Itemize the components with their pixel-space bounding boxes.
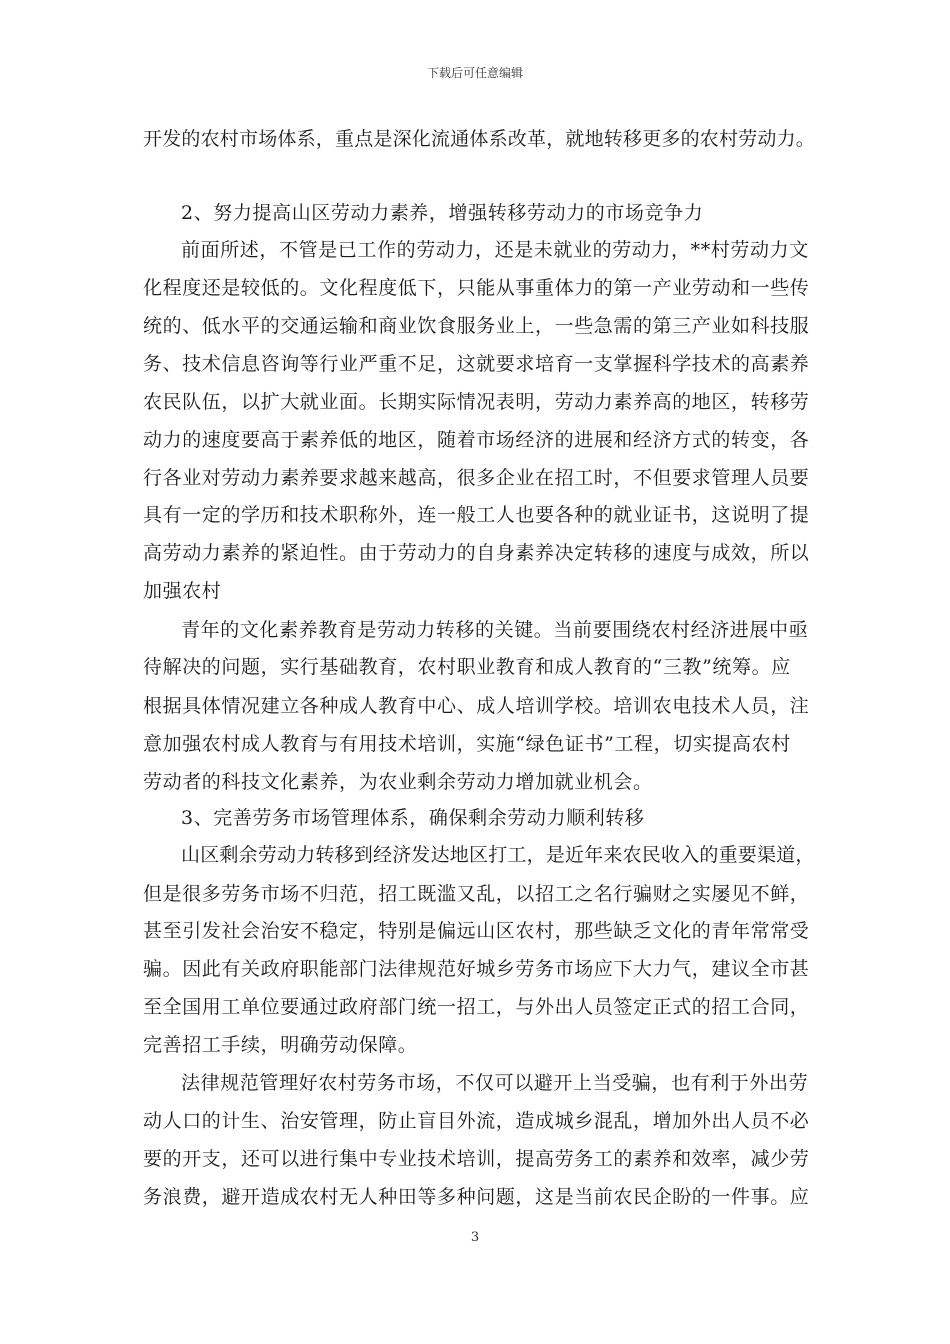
body-line: 开发的农村市场体系，重点是深化流通体系改革，就地转移更多的农村劳动力。 <box>143 128 816 150</box>
body-line: 根据具体情况建立各种成人教育中心、成人培训学校。培训农电技术人员，注 <box>143 695 810 717</box>
body-line: 务、技术信息咨询等行业严重不足，这就要求培育一支掌握科学技术的高素养 <box>143 353 810 375</box>
body-line: 至全国用工单位要通过政府部门统一招工，与外出人员签定正式的招工合同， <box>143 996 810 1018</box>
body-line: 骗。因此有关政府职能部门法律规范好城乡劳务市场应下大力气，建议全市甚 <box>143 958 810 980</box>
body-line: 完善招工手续，明确劳动保障。 <box>143 1034 418 1056</box>
body-line: 务浪费，避开造成农村无人种田等多种问题，这是当前农民企盼的一件事。应 <box>143 1186 810 1208</box>
body-line: 统的、低水平的交通运输和商业饮食服务业上，一些急需的第三产业如科技服 <box>143 315 810 337</box>
body-line: 化程度还是较低的。文化程度低下，只能从事重体力的第一产业劳动和一些传 <box>143 277 810 299</box>
body-line: 要的开支，还可以进行集中专业技术培训，提高劳务工的素养和效率，减少劳 <box>143 1148 810 1170</box>
body-line: 劳动者的科技文化素养，为农业剩余劳动力增加就业机会。 <box>143 771 653 793</box>
body-line: 高劳动力素养的紧迫性。由于劳动力的自身素养决定转移的速度与成效，所以 <box>143 542 810 564</box>
page-header: 下载后可任意编辑 <box>426 66 523 80</box>
body-line: 具有一定的学历和技术职称外，连一般工人也要各种的就业证书，这说明了提 <box>143 504 810 526</box>
body-line: 前面所述，不管是已工作的劳动力，还是未就业的劳动力，**村劳动力文 <box>181 239 809 261</box>
section-heading-2: 2、努力提高山区劳动力素养，增强转移劳动力的市场竞争力 <box>181 202 704 224</box>
body-line: 农民队伍，以扩大就业面。长期实际情况表明，劳动力素养高的地区，转移劳 <box>143 391 810 413</box>
body-line: 甚至引发社会治安不稳定，特别是偏远山区农村，那些缺乏文化的青年常常受 <box>143 920 810 942</box>
page-number: 3 <box>470 1230 480 1245</box>
body-line: 加强农村 <box>143 580 222 602</box>
body-line: 法律规范管理好农村劳务市场，不仅可以避开上当受骗，也有利于外出劳 <box>181 1072 809 1094</box>
body-line: 青年的文化素养教育是劳动力转移的关键。当前要围绕农村经济进展中亟 <box>181 619 809 641</box>
body-line: 行各业对劳动力素养要求越来越高，很多企业在招工时，不但要求管理人员要 <box>143 467 810 489</box>
section-heading-3: 3、完善劳务市场管理体系，确保剩余劳动力顺利转移 <box>181 807 645 829</box>
body-line: 待解决的问题，实行基础教育，农村职业教育和成人教育的“三教”统筹。应 <box>143 656 791 678</box>
body-line: 意加强农村成人教育与有用技术培训，实施“绿色证书”工程，切实提高农村 <box>143 733 791 755</box>
body-line: 动人口的计生、治安管理，防止盲目外流，造成城乡混乱，增加外出人员不必 <box>143 1110 810 1132</box>
body-line: 但是很多劳务市场不归范，招工既滥又乱，以招工之名行骗财之实屡见不鲜， <box>143 883 810 905</box>
body-line: 山区剩余劳动力转移到经济发达地区打工，是近年来农民收入的重要渠道， <box>181 844 815 866</box>
body-line: 动力的速度要高于素养低的地区，随着市场经济的进展和经济方式的转变，各 <box>143 429 810 451</box>
